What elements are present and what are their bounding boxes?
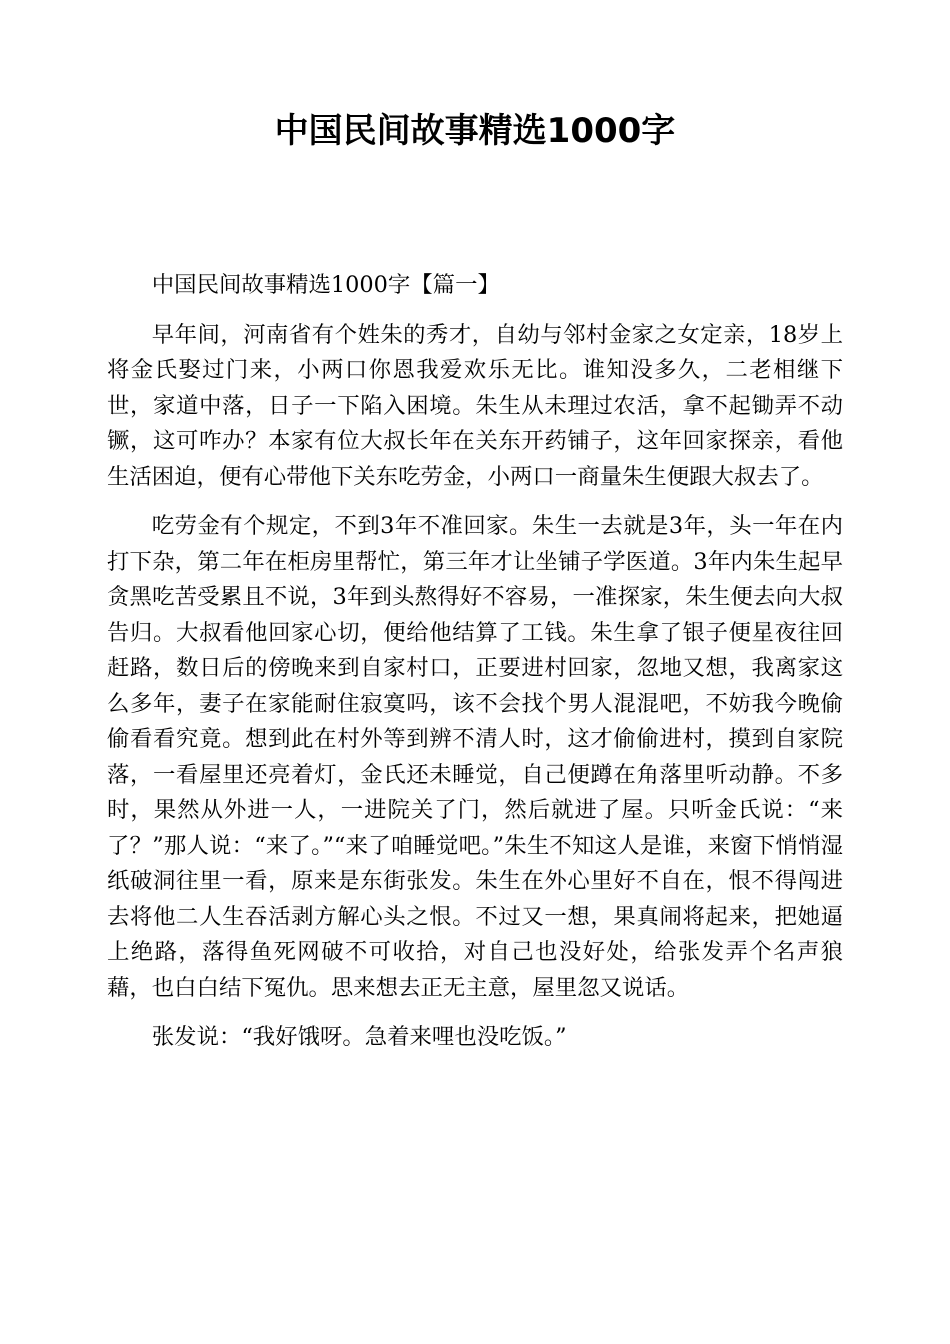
paragraph: 早年间，河南省有个姓朱的秀才，自幼与邻村金家之女定亲，18岁上将金氏娶过门来，小两口你恩我爱欢乐无比。谁知没多久，二老相继下世，家道中落，日子一下陷入困境。朱生从未理过农活，拿不起锄弄不动镢，这可咋办？本家有位大叔长年在关东开药铺子，这年回家探亲，看他生活困迫，便有心带他下关东吃劳金，小两口一商量朱生便跟大叔去了。 bbox=[107, 321, 843, 490]
paragraph: 吃劳金有个规定，不到3年不准回家。朱生一去就是3年，头一年在内打下杂，第二年在柜房里帮忙，第三年才让坐铺子学医道。3年内朱生起早贪黑吃苦受累且不说，3年到头熬得好不容易，一准探家，朱生便去向大叔告归。大叔看他回家心切，便给他结算了工钱。朱生拿了银子便星夜往回赶路，数日后的傍晚来到自家村口，正要进村回家，忽地又想，我离家这么多年，妻子在家能耐住寂寞吗，该不会找个男人混混吧，不妨我今晚偷偷看看究竟。想到此在村外等到辨不清人时，这才偷偷进村，摸到自家院落，一看屋里还亮着灯，金氏还未睡觉，自己便蹲在角落里听动静。不多时，果然从外进一人，一进院关了门，然后就进了屋。只听金氏说：“来了？”那人说：“来了。”“来了咱睡觉吧。”朱生不知这人是谁，来窗下悄悄湿纸破洞往里一看，原来是东街张发。朱生在外心里好不自在，恨不得闯进去将他二人生吞活剥方解心头之恨。不过又一想，果真闹将起来，把她逼上绝路，落得鱼死网破不可收拾，对自己也没好处，给张发弄个名声狼藉，也白白结下冤仇。思来想去正无主意，屋里忽又说话。 bbox=[107, 513, 843, 1001]
document-body bbox=[107, 268, 843, 1070]
document-title: 中国民间故事精选1000字 bbox=[274, 111, 676, 151]
paragraph: 张发说：“我好饿呀。急着来哩也没吃饭。” bbox=[151, 1024, 567, 1050]
section-heading: 中国民间故事精选1000字【篇一】 bbox=[151, 272, 500, 298]
